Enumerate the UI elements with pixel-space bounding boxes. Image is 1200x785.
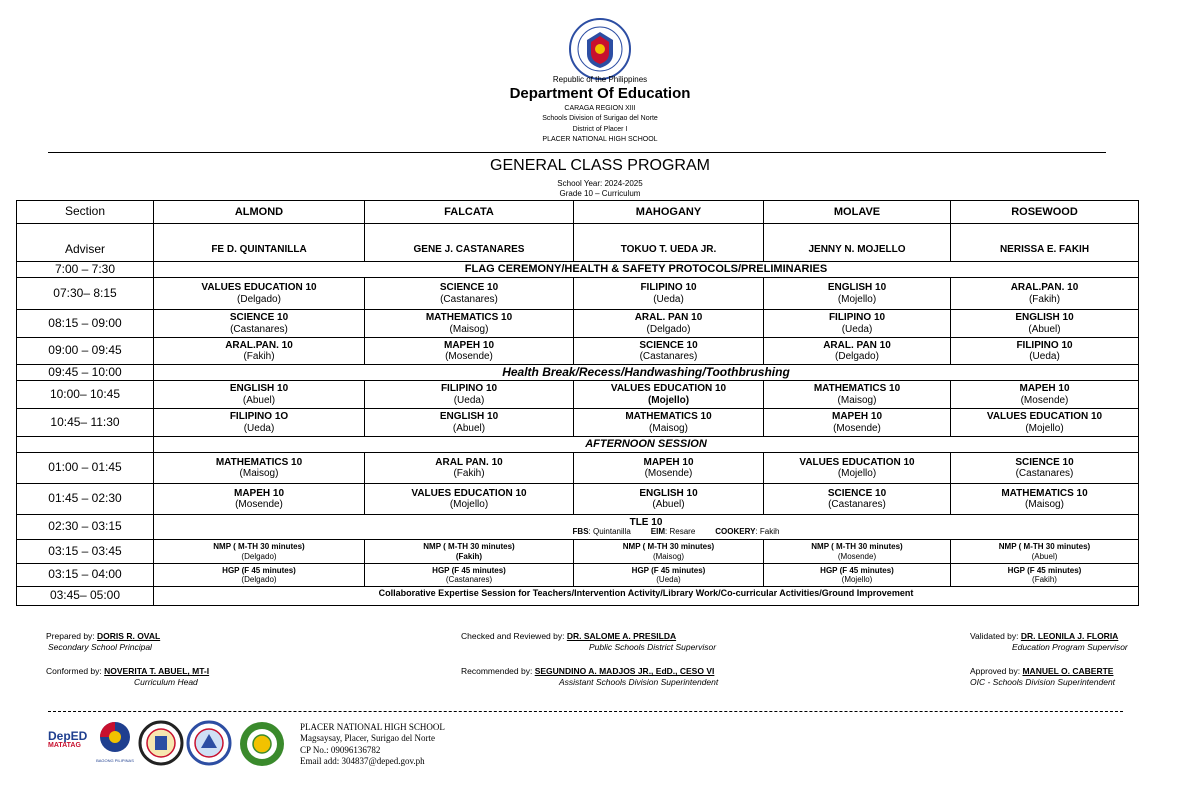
- afternoon-session-cell: AFTERNOON SESSION: [154, 437, 1139, 453]
- tle-teachers: [154, 528, 1138, 537]
- section-name: FALCATA: [365, 201, 574, 224]
- class-cell: [574, 564, 764, 587]
- subject: MATHEMATICS 10: [813, 383, 901, 394]
- teacher: (Castanares): [639, 351, 698, 362]
- adviser-name: GENE J. CASTANARES: [365, 224, 574, 262]
- class-cell: [154, 564, 365, 587]
- approved-by-block: [970, 666, 1115, 689]
- subject: MAPEH 10: [443, 339, 494, 351]
- class-cell: [154, 484, 365, 515]
- subject: VALUES EDUCATION 10: [201, 282, 317, 293]
- adviser-name: NERISSA E. FAKIH: [951, 224, 1139, 262]
- table-row: [17, 338, 1139, 365]
- section-name: ROSEWOOD: [951, 201, 1139, 224]
- adviser-name: TOKUO T. UEDA JR.: [574, 224, 764, 262]
- subject: HGP (F 45 minutes): [820, 565, 894, 575]
- class-cell: [154, 409, 365, 437]
- section-name: MOLAVE: [764, 201, 951, 224]
- subject: FILIPINO 10: [1016, 339, 1073, 351]
- conformed-title: Curriculum Head: [134, 677, 198, 688]
- class-cell: [764, 409, 951, 437]
- recommended-by-block: [461, 666, 718, 689]
- table-row: [17, 409, 1139, 437]
- subject: ENGLISH 10: [229, 383, 289, 394]
- teacher: (Maisog): [649, 422, 688, 434]
- table-row: [17, 381, 1139, 409]
- checked-by-block: [461, 631, 716, 654]
- subject: NMP ( M-TH 30 minutes): [213, 542, 305, 552]
- header-divider: [48, 152, 1106, 153]
- teacher: (Maisog): [449, 323, 489, 335]
- time-slot: 10:45– 11:30: [17, 409, 154, 437]
- class-program-table: [16, 200, 1139, 606]
- class-cell: [574, 409, 764, 437]
- subject: ENGLISH 10: [827, 282, 887, 293]
- class-cell: [764, 484, 951, 515]
- subject: VALUES EDUCATION 10: [986, 411, 1103, 422]
- teacher: (Mojello): [841, 575, 873, 584]
- time-slot: 02:30 – 03:15: [17, 515, 154, 540]
- validated-label: Validated by:: [970, 631, 1019, 641]
- school-year: School Year: 2024-2025: [557, 179, 643, 188]
- subject: FILIPINO 10: [828, 312, 886, 323]
- teacher: (Mojello): [837, 293, 877, 305]
- subject: MAPEH 10: [1019, 383, 1070, 394]
- table-row: [17, 365, 1139, 381]
- bagong-pilipinas-logo: [94, 720, 136, 766]
- health-break-cell: Health Break/Recess/Handwashing/Toothbrushing: [154, 365, 1139, 381]
- class-cell: [574, 310, 764, 338]
- teacher: (Fakih): [455, 551, 483, 561]
- cookery-label: COOKERY: [715, 527, 756, 537]
- class-cell: [764, 381, 951, 409]
- teacher: (Mosende): [644, 468, 693, 479]
- teacher: (Maisog): [837, 394, 877, 406]
- class-cell: [764, 564, 951, 587]
- teacher: (Abuel): [1031, 551, 1058, 561]
- teacher: (Mojello): [647, 394, 690, 406]
- subject: ENGLISH 10: [439, 411, 499, 422]
- region-text: CARAGA REGION XIII: [564, 105, 636, 112]
- teacher: (Castanares): [440, 293, 498, 305]
- grade-label: Grade 10 – Curriculum: [559, 189, 641, 198]
- fbs-label: FBS: [572, 527, 589, 537]
- table-row: [17, 310, 1139, 338]
- class-cell: [764, 540, 951, 564]
- subject: SCIENCE 10: [1015, 456, 1074, 468]
- subject: MAPEH 10: [831, 411, 882, 422]
- class-cell: [154, 453, 365, 484]
- conformed-name: NOVERITA T. ABUEL, MT-I: [104, 666, 210, 676]
- time-slot: 08:15 – 09:00: [17, 310, 154, 338]
- table-row: [17, 564, 1139, 587]
- time-slot: 09:45 – 10:00: [17, 365, 154, 381]
- teacher: (Ueda): [653, 293, 684, 305]
- district-text: District of Placer I: [572, 126, 628, 133]
- time-slot: 07:30– 8:15: [17, 278, 154, 310]
- teacher: (Mojello): [837, 468, 877, 479]
- teacher: (Ueda): [1029, 351, 1060, 362]
- subject: ENGLISH 10: [1015, 312, 1074, 323]
- validated-by-block: [970, 631, 1128, 654]
- recommended-name: SEGUNDINO A. MADJOS JR., EdD., CESO VI: [534, 666, 715, 676]
- checked-name: DR. SALOME A. PRESILDA: [566, 631, 677, 641]
- class-cell: [951, 409, 1139, 437]
- footer-email: Email add: 304837@deped.gov.ph: [300, 755, 425, 766]
- subject: ARAL.PAN. 10: [225, 339, 293, 351]
- cookery-teacher: : Fakih: [755, 527, 780, 537]
- teacher: (Abuel): [242, 394, 276, 406]
- checked-label: Checked and Reviewed by:: [461, 631, 565, 641]
- table-row: [17, 278, 1139, 310]
- class-cell: [764, 310, 951, 338]
- subject: VALUES EDUCATION 10: [799, 456, 915, 468]
- class-cell: [365, 310, 574, 338]
- subject: FILIPINO 10: [440, 383, 498, 394]
- department-title: Department Of Education: [509, 85, 691, 102]
- empty-time-cell: [17, 437, 154, 453]
- class-cell: [154, 540, 365, 564]
- class-cell: [365, 338, 574, 365]
- class-cell: [951, 484, 1139, 515]
- class-cell: [574, 278, 764, 310]
- section-label: Section: [17, 201, 154, 224]
- class-cell: [951, 453, 1139, 484]
- teacher: (Ueda): [453, 394, 485, 406]
- teacher: (Castanares): [1015, 468, 1074, 479]
- conformed-label: Conformed by:: [46, 666, 102, 676]
- subject: ARAL PAN. 10: [435, 456, 503, 468]
- subject: MATHEMATICS 10: [215, 456, 303, 468]
- class-cell: [764, 453, 951, 484]
- adviser-name: FE D. QUINTANILLA: [154, 224, 365, 262]
- subject: HGP (F 45 minutes): [1007, 565, 1082, 575]
- teacher: (Delgado): [241, 551, 277, 561]
- approved-title: OIC - Schools Division Superintendent: [970, 677, 1116, 688]
- class-cell: [764, 278, 951, 310]
- subject: ARAL. PAN 10: [634, 312, 703, 323]
- teacher: (Maisog): [1025, 499, 1064, 510]
- teacher: (Mosende): [1020, 394, 1069, 406]
- subject: HGP (F 45 minutes): [222, 565, 296, 575]
- subject: FILIPINO 10: [640, 282, 697, 293]
- class-cell: [154, 278, 365, 310]
- time-slot: 09:00 – 09:45: [17, 338, 154, 365]
- adviser-name: JENNY N. MOJELLO: [764, 224, 951, 262]
- prepared-by-block: [46, 631, 160, 654]
- teacher: (Fakih): [243, 351, 275, 362]
- time-slot: 01:45 – 02:30: [17, 484, 154, 515]
- division-text: Schools Division of Surigao del Norte: [542, 115, 658, 122]
- teacher: (Mojello): [1025, 422, 1064, 434]
- bagong-pilipinas-icon: [94, 720, 136, 754]
- class-cell: [574, 381, 764, 409]
- teacher: (Maisog): [239, 468, 279, 479]
- teacher: (Delgado): [241, 575, 277, 584]
- validated-title: Education Program Supervisor: [1012, 642, 1128, 653]
- subject: SCIENCE 10: [827, 487, 887, 499]
- section-name: ALMOND: [154, 201, 365, 224]
- division-seal-icon: [138, 720, 184, 766]
- subject: NMP ( M-TH 30 minutes): [622, 542, 715, 552]
- section-name: MAHOGANY: [574, 201, 764, 224]
- subject: MAPEH 10: [233, 487, 284, 499]
- class-cell: [574, 540, 764, 564]
- footer-divider: [48, 711, 1123, 712]
- time-slot: 7:00 – 7:30: [17, 262, 154, 278]
- teacher: (Delgado): [835, 351, 879, 362]
- time-slot: 10:00– 10:45: [17, 381, 154, 409]
- conformed-by-block: [46, 666, 209, 689]
- table-row: [17, 515, 1139, 540]
- subject: VALUES EDUCATION 10: [411, 487, 527, 499]
- subject: NMP ( M-TH 30 minutes): [811, 542, 903, 552]
- subject: MATHEMATICS 10: [1001, 487, 1088, 499]
- adviser-label: Adviser: [17, 224, 154, 262]
- flag-ceremony-cell: FLAG CEREMONY/HEALTH & SAFETY PROTOCOLS/PRELIMINARIES: [154, 262, 1139, 278]
- table-row: [17, 453, 1139, 484]
- eim-label: EIM: [650, 527, 666, 537]
- teacher: (Abuel): [1028, 323, 1061, 335]
- teacher: (Mosende): [833, 422, 881, 434]
- table-row: [17, 587, 1139, 606]
- class-cell: [365, 278, 574, 310]
- time-slot: 01:00 – 01:45: [17, 453, 154, 484]
- deped-logo-text: DepED: [48, 729, 88, 743]
- class-cell: [365, 409, 574, 437]
- teacher: (Castanares): [445, 575, 493, 584]
- recommended-label: Recommended by:: [461, 666, 533, 676]
- time-slot: 03:45– 05:00: [17, 587, 154, 606]
- class-cell: [365, 453, 574, 484]
- bagong-text: BAGONG PILIPINAS: [96, 758, 134, 763]
- class-cell: [365, 381, 574, 409]
- deped-seal-icon: [569, 18, 631, 80]
- class-cell: [154, 338, 365, 365]
- subject: ARAL.PAN. 10: [1010, 282, 1079, 293]
- prepared-label: Prepared by:: [46, 631, 95, 641]
- class-cell: [154, 381, 365, 409]
- class-cell: [951, 564, 1139, 587]
- teacher: (Mosende): [235, 499, 283, 510]
- class-cell: [574, 453, 764, 484]
- subject: MATHEMATICS 10: [625, 411, 712, 422]
- subject: VALUES EDUCATION 10: [610, 383, 727, 394]
- class-cell: [951, 381, 1139, 409]
- class-cell: [951, 278, 1139, 310]
- adviser-row: [17, 224, 1139, 262]
- validated-name: DR. LEONILA J. FLORIA: [1020, 631, 1119, 641]
- footer-cp: CP No.: 09096136782: [300, 744, 381, 755]
- subject: MATHEMATICS 10: [425, 312, 513, 323]
- subject: ARAL. PAN 10: [823, 339, 891, 351]
- approved-name: MANUEL O. CABERTE: [1022, 666, 1114, 676]
- table-row: [17, 540, 1139, 564]
- section-row: [17, 201, 1139, 224]
- fbs-teacher: : Quintanilla: [588, 527, 631, 537]
- collaborative-session-cell: Collaborative Expertise Session for Teachers/Intervention Activity/Library Work/Co-curricular Activities/Ground Improvement: [154, 587, 1139, 606]
- class-cell: [365, 564, 574, 587]
- teacher: (Castanares): [230, 323, 288, 335]
- table-row: [17, 262, 1139, 278]
- table-row: [17, 437, 1139, 453]
- district-seal-icon: [238, 720, 286, 766]
- prepared-name: DORIS R. OVAL: [97, 631, 161, 641]
- footer-school-name: PLACER NATIONAL HIGH SCHOOL: [300, 722, 445, 732]
- class-cell: [574, 338, 764, 365]
- subject: MAPEH 10: [643, 456, 694, 468]
- class-cell: [574, 484, 764, 515]
- footer-address: Magsaysay, Placer, Surigao del Norte: [300, 733, 436, 744]
- teacher: (Mosende): [837, 551, 877, 561]
- table-row: [17, 484, 1139, 515]
- subject: SCIENCE 10: [439, 282, 499, 293]
- subject: ENGLISH 10: [639, 487, 698, 499]
- subject: SCIENCE 10: [639, 339, 698, 351]
- class-cell: [365, 540, 574, 564]
- class-cell: [154, 310, 365, 338]
- teacher: (Ueda): [656, 575, 681, 584]
- teacher: (Fakih): [1028, 293, 1061, 305]
- footer-school-info: [300, 722, 445, 767]
- deped-matatag-logo: [48, 720, 92, 766]
- recommended-title: Assistant Schools Division Superintendent: [559, 677, 719, 688]
- teacher: (Mojello): [449, 499, 489, 510]
- teacher: (Fakih): [1032, 575, 1057, 584]
- class-cell: [951, 540, 1139, 564]
- subject: HGP (F 45 minutes): [631, 565, 706, 575]
- subject: NMP ( M-TH 30 minutes): [998, 542, 1091, 552]
- teacher: (Ueda): [841, 323, 873, 335]
- class-cell: [951, 338, 1139, 365]
- teacher: (Fakih): [453, 468, 485, 479]
- teacher: (Mosende): [445, 351, 493, 362]
- teacher: (Delgado): [237, 293, 281, 305]
- class-cell: [764, 338, 951, 365]
- subject: SCIENCE 10: [229, 312, 289, 323]
- school-seal-icon: [186, 720, 232, 766]
- time-slot: 03:15 – 03:45: [17, 540, 154, 564]
- teacher: (Delgado): [646, 323, 691, 335]
- tle-cell: [154, 515, 1139, 540]
- prepared-title: Secondary School Principal: [48, 642, 152, 653]
- class-cell: [951, 310, 1139, 338]
- teacher: (Maisog): [652, 551, 685, 561]
- subject: NMP ( M-TH 30 minutes): [423, 542, 515, 552]
- class-cell: [365, 484, 574, 515]
- teacher: (Ueda): [243, 422, 275, 434]
- subject: HGP (F 45 minutes): [432, 565, 506, 575]
- checked-title: Public Schools District Supervisor: [589, 642, 717, 653]
- page-title: GENERAL CLASS PROGRAM: [490, 157, 710, 174]
- matatag-text: MATATAG: [48, 742, 81, 749]
- subject: FILIPINO 1O: [229, 411, 289, 422]
- teacher: (Abuel): [652, 499, 685, 510]
- school-text: PLACER NATIONAL HIGH SCHOOL: [542, 136, 658, 143]
- tle-title: TLE 10: [629, 517, 663, 529]
- republic-text: Republic of the Philippines: [552, 75, 648, 84]
- teacher: (Abuel): [452, 422, 486, 434]
- teacher: (Castanares): [828, 499, 886, 510]
- time-slot: 03:15 – 04:00: [17, 564, 154, 587]
- approved-label: Approved by:: [970, 666, 1021, 676]
- eim-teacher: : Resare: [665, 527, 696, 537]
